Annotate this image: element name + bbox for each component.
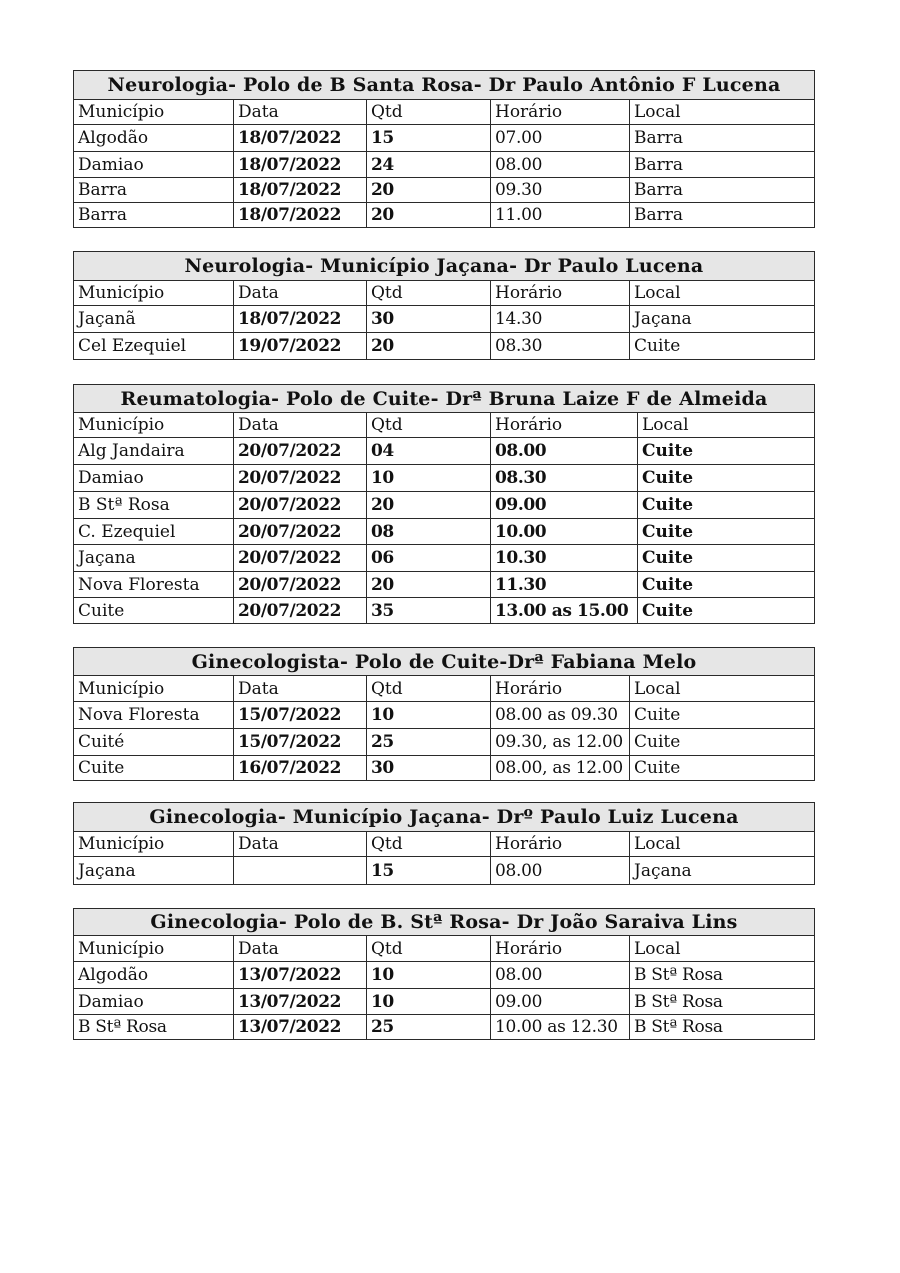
cell-municipio: Barra xyxy=(74,178,234,203)
cell-municipio: Jaçana xyxy=(74,545,234,572)
cell-municipio: Algodão xyxy=(74,125,234,152)
cell-municipio: Jaçana xyxy=(74,857,234,885)
cell-local: Cuite xyxy=(638,492,815,519)
cell-municipio: Nova Floresta xyxy=(74,702,234,729)
cell-horario: 08.00 xyxy=(491,962,630,989)
cell-horario: 10.00 xyxy=(491,519,638,545)
cell-qtd: 15 xyxy=(367,857,491,885)
header-local: Local xyxy=(638,413,815,438)
table-title: Ginecologia- Município Jaçana- Drº Paulo Luiz Lucena xyxy=(74,803,815,832)
cell-local: Jaçana xyxy=(630,306,815,333)
table-title: Ginecologista- Polo de Cuite-Drª Fabiana Melo xyxy=(74,648,815,676)
header-qtd: Qtd xyxy=(367,936,491,962)
table-title: Neurologia- Polo de B Santa Rosa- Dr Paulo Antônio F Lucena xyxy=(74,71,815,100)
cell-qtd: 30 xyxy=(367,756,491,781)
cell-qtd: 25 xyxy=(367,729,491,756)
cell-data: 13/07/2022 xyxy=(234,1015,367,1040)
table-row xyxy=(74,492,815,519)
table-row xyxy=(74,333,815,360)
cell-horario: 10.30 xyxy=(491,545,638,572)
cell-local: Cuite xyxy=(630,702,815,729)
ginecologia-jacana-table xyxy=(73,802,815,885)
cell-qtd: 30 xyxy=(367,306,491,333)
cell-municipio: Cuité xyxy=(74,729,234,756)
header-qtd: Qtd xyxy=(367,281,491,306)
cell-municipio: B Stª Rosa xyxy=(74,492,234,519)
cell-qtd: 20 xyxy=(367,572,491,598)
cell-data: 18/07/2022 xyxy=(234,152,367,178)
cell-horario: 08.30 xyxy=(491,465,638,492)
header-qtd: Qtd xyxy=(367,676,491,702)
cell-horario: 07.00 xyxy=(491,125,630,152)
cell-local: B Stª Rosa xyxy=(630,1015,815,1040)
cell-municipio: C. Ezequiel xyxy=(74,519,234,545)
cell-local: B Stª Rosa xyxy=(630,989,815,1015)
cell-qtd: 20 xyxy=(367,178,491,203)
cell-local: Jaçana xyxy=(630,857,815,885)
cell-horario: 09.30 xyxy=(491,178,630,203)
cell-data: 20/07/2022 xyxy=(234,438,367,465)
table-row xyxy=(74,152,815,178)
table-row xyxy=(74,125,815,152)
cell-qtd: 10 xyxy=(367,465,491,492)
cell-data xyxy=(234,857,367,885)
table-row xyxy=(74,598,815,624)
cell-municipio: Algodão xyxy=(74,962,234,989)
header-municipio: Município xyxy=(74,832,234,857)
ginecologista-cuite-table xyxy=(73,647,815,781)
cell-municipio: Cuite xyxy=(74,756,234,781)
cell-qtd: 15 xyxy=(367,125,491,152)
cell-municipio: Alg Jandaira xyxy=(74,438,234,465)
cell-data: 15/07/2022 xyxy=(234,729,367,756)
header-qtd: Qtd xyxy=(367,413,491,438)
cell-horario: 14.30 xyxy=(491,306,630,333)
ginecologia-b-sta-rosa-table xyxy=(73,908,815,1040)
table-row xyxy=(74,729,815,756)
cell-local: Cuite xyxy=(638,519,815,545)
cell-municipio: B Stª Rosa xyxy=(74,1015,234,1040)
header-local: Local xyxy=(630,936,815,962)
header-municipio: Município xyxy=(74,936,234,962)
cell-local: Cuite xyxy=(638,598,815,624)
cell-qtd: 20 xyxy=(367,203,491,228)
header-horario: Horário xyxy=(491,413,638,438)
cell-data: 20/07/2022 xyxy=(234,598,367,624)
cell-data: 18/07/2022 xyxy=(234,125,367,152)
cell-horario: 11.30 xyxy=(491,572,638,598)
cell-qtd: 35 xyxy=(367,598,491,624)
table-title: Reumatologia- Polo de Cuite- Drª Bruna Laize F de Almeida xyxy=(74,385,815,413)
reumatologia-cuite-table xyxy=(73,384,815,624)
cell-horario: 09.00 xyxy=(491,492,638,519)
cell-qtd: 10 xyxy=(367,989,491,1015)
table-row xyxy=(74,989,815,1015)
table-row xyxy=(74,756,815,781)
table-title: Ginecologia- Polo de B. Stª Rosa- Dr João Saraiva Lins xyxy=(74,909,815,936)
cell-local: B Stª Rosa xyxy=(630,962,815,989)
header-municipio: Município xyxy=(74,281,234,306)
table-row xyxy=(74,438,815,465)
cell-horario: 13.00 as 15.00 xyxy=(491,598,638,624)
table-row xyxy=(74,178,815,203)
cell-data: 20/07/2022 xyxy=(234,545,367,572)
cell-horario: 11.00 xyxy=(491,203,630,228)
cell-municipio: Damiao xyxy=(74,465,234,492)
header-data: Data xyxy=(234,413,367,438)
header-horario: Horário xyxy=(491,936,630,962)
header-horario: Horário xyxy=(491,832,630,857)
cell-data: 18/07/2022 xyxy=(234,203,367,228)
cell-municipio: Cel Ezequiel xyxy=(74,333,234,360)
neurologia-jacana-table xyxy=(73,251,815,360)
cell-municipio: Jaçanã xyxy=(74,306,234,333)
table-row xyxy=(74,306,815,333)
cell-municipio: Damiao xyxy=(74,152,234,178)
cell-local: Cuite xyxy=(638,438,815,465)
cell-horario: 08.30 xyxy=(491,333,630,360)
table-row xyxy=(74,1015,815,1040)
cell-horario: 08.00 xyxy=(491,857,630,885)
cell-data: 16/07/2022 xyxy=(234,756,367,781)
cell-local: Cuite xyxy=(638,572,815,598)
cell-data: 20/07/2022 xyxy=(234,492,367,519)
cell-local: Barra xyxy=(630,125,815,152)
header-municipio: Município xyxy=(74,676,234,702)
header-municipio: Município xyxy=(74,413,234,438)
header-data: Data xyxy=(234,100,367,125)
table-row xyxy=(74,572,815,598)
table-row xyxy=(74,702,815,729)
cell-qtd: 25 xyxy=(367,1015,491,1040)
cell-data: 20/07/2022 xyxy=(234,572,367,598)
table-row xyxy=(74,465,815,492)
cell-local: Barra xyxy=(630,203,815,228)
cell-local: Barra xyxy=(630,152,815,178)
header-horario: Horário xyxy=(491,100,630,125)
header-local: Local xyxy=(630,676,815,702)
cell-local: Cuite xyxy=(630,333,815,360)
cell-municipio: Damiao xyxy=(74,989,234,1015)
cell-local: Cuite xyxy=(638,545,815,572)
cell-qtd: 06 xyxy=(367,545,491,572)
cell-data: 13/07/2022 xyxy=(234,989,367,1015)
cell-data: 19/07/2022 xyxy=(234,333,367,360)
header-local: Local xyxy=(630,832,815,857)
header-local: Local xyxy=(630,281,815,306)
cell-qtd: 10 xyxy=(367,702,491,729)
cell-data: 20/07/2022 xyxy=(234,465,367,492)
cell-qtd: 10 xyxy=(367,962,491,989)
cell-horario: 08.00 xyxy=(491,438,638,465)
table-row xyxy=(74,545,815,572)
cell-horario: 08.00 as 09.30 xyxy=(491,702,630,729)
cell-horario: 10.00 as 12.30 xyxy=(491,1015,630,1040)
cell-local: Cuite xyxy=(638,465,815,492)
cell-municipio: Barra xyxy=(74,203,234,228)
cell-municipio: Nova Floresta xyxy=(74,572,234,598)
cell-qtd: 08 xyxy=(367,519,491,545)
header-municipio: Município xyxy=(74,100,234,125)
header-qtd: Qtd xyxy=(367,100,491,125)
cell-local: Cuite xyxy=(630,729,815,756)
table-row xyxy=(74,519,815,545)
table-row xyxy=(74,857,815,885)
cell-qtd: 24 xyxy=(367,152,491,178)
cell-qtd: 04 xyxy=(367,438,491,465)
cell-horario: 08.00, as 12.00 xyxy=(491,756,630,781)
cell-data: 15/07/2022 xyxy=(234,702,367,729)
table-row xyxy=(74,962,815,989)
cell-municipio: Cuite xyxy=(74,598,234,624)
header-data: Data xyxy=(234,281,367,306)
header-data: Data xyxy=(234,676,367,702)
cell-horario: 09.00 xyxy=(491,989,630,1015)
cell-horario: 08.00 xyxy=(491,152,630,178)
cell-local: Cuite xyxy=(630,756,815,781)
cell-qtd: 20 xyxy=(367,333,491,360)
header-horario: Horário xyxy=(491,281,630,306)
table-title: Neurologia- Município Jaçana- Dr Paulo Lucena xyxy=(74,252,815,281)
cell-qtd: 20 xyxy=(367,492,491,519)
cell-horario: 09.30, as 12.00 xyxy=(491,729,630,756)
cell-data: 13/07/2022 xyxy=(234,962,367,989)
cell-data: 18/07/2022 xyxy=(234,178,367,203)
header-local: Local xyxy=(630,100,815,125)
cell-data: 20/07/2022 xyxy=(234,519,367,545)
header-data: Data xyxy=(234,936,367,962)
table-row xyxy=(74,203,815,228)
neurologia-b-santa-rosa-table xyxy=(73,70,815,228)
cell-data: 18/07/2022 xyxy=(234,306,367,333)
cell-local: Barra xyxy=(630,178,815,203)
header-qtd: Qtd xyxy=(367,832,491,857)
header-horario: Horário xyxy=(491,676,630,702)
header-data: Data xyxy=(234,832,367,857)
